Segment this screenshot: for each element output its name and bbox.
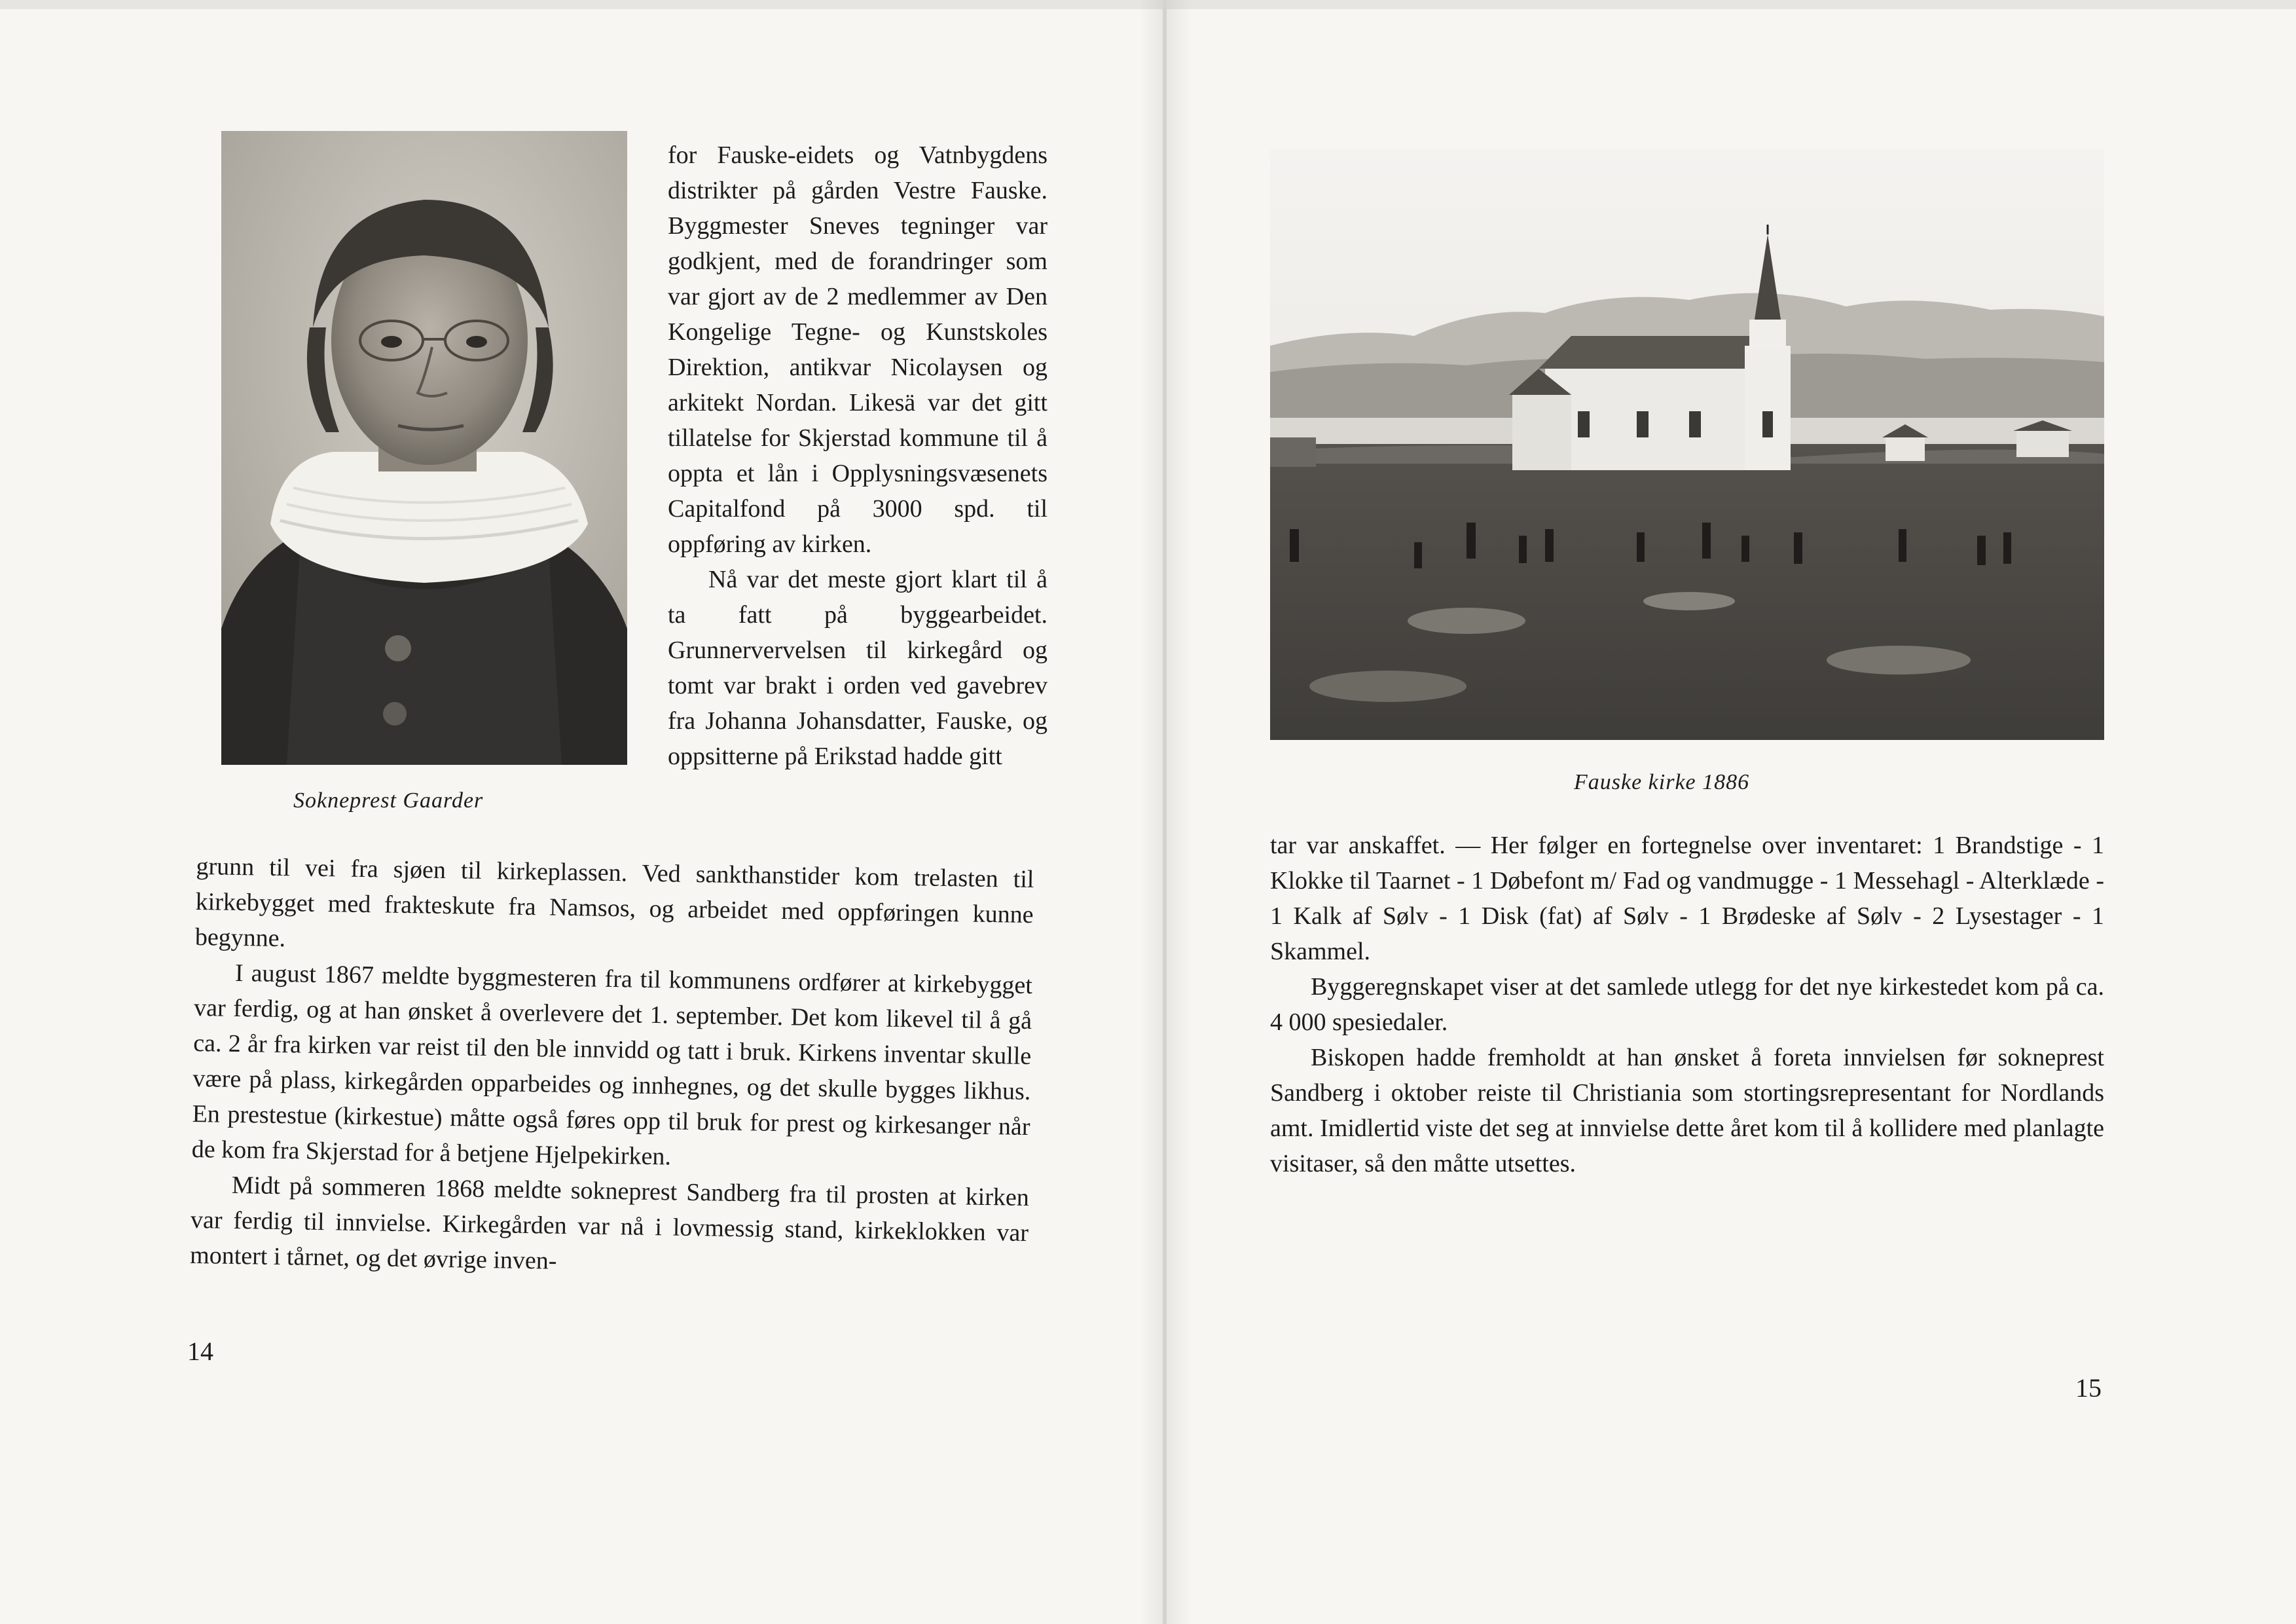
- paragraph: Byggeregnskapet viser at det samlede utlegg for det nye kirkestedet kom på ca. 4 000 spesiedaler.: [1270, 973, 2104, 1036]
- book-gutter: [1163, 0, 1167, 1624]
- paragraph: tar var anskaffet. — Her følger en fortegnelse over inventaret: 1 Brandstige - 1 Klokke til Taarnet - 1 Døbefont m/ Fad og vandmugge - 1 Messehagl - Alterklæde - 1 Kalk af Sølv - 1 Disk (fat) af Sølv - 1 Brødeske af Sølv - 2 Lysestager - 1 Skammel.: [1270, 832, 2104, 965]
- portrait-photo: [221, 131, 627, 765]
- right-page-column: [1270, 828, 2104, 1181]
- portrait-caption: Sokneprest Gaarder: [293, 788, 484, 813]
- paragraph: Midt på sommeren 1868 meldte sokneprest Sandberg fra til prosten at kirken var ferdig til innvielse. Kirkegården var nå i lovmessig stand, kirkeklokken var montert i tårnet, og det øvrige inven-: [189, 1171, 1030, 1275]
- church-photo: [1270, 149, 2104, 740]
- paragraph: Nå var det meste gjort klart til å ta fatt på byggearbeidet. Grunnervervelsen til kirkegård og tomt var brakt i orden ved gavebrev fra Johanna Johansdatter, Fauske, og oppsitterne på Erikstad hadde gitt: [668, 566, 1048, 770]
- paragraph: for Fauske-eidets og Vatnbygdens distrikter på gården Vestre Fauske. Byggmester Sneves tegninger var godkjent, med de forandringer som var gjort av de 2 medlemmer av Den Kongelige Tegne- og Kunstskoles Direktion, antikvar Nicolaysen og arkitekt Nordan. Likesä var det gitt tillatelse for Skjerstad kommune til å oppta et lån i Opplysningsvæsenets Capitalfond på 3000 spd. til oppføring av kirken.: [668, 141, 1048, 558]
- page-number-right: 15: [2075, 1373, 2102, 1403]
- paragraph: grunn til vei fra sjøen til kirkeplassen. Ved sankthanstider kom trelasten til kirkebygget med frakteskute fra Namsos, og arbeidet med oppføringen kunne begynne.: [194, 852, 1034, 953]
- paragraph: I august 1867 meldte byggmesteren fra til kommunens ordfører at kirkebygget var ferdig, og at han ønsket å overlevere det 1. september. Det kom likevel til å gå ca. 2 år fra kirken var reist til den ble innvidd og tatt i bruk. Kirkens inventar skulle være på plass, kirkegården opparbeides og innhegnes, og det skulle bygges likhus. En prestestue (kirkestue) måtte også føres opp til bruk for prest og kirkesanger når de kom fra Skjerstad for å betjene Hjelpekirken.: [191, 959, 1033, 1171]
- left-narrow-column: [668, 138, 1048, 774]
- church-photo-caption: Fauske kirke 1886: [1574, 770, 1750, 794]
- paragraph: Biskopen hadde fremholdt at han ønsket å foreta innvielsen før sokneprest Sandberg i oktober reiste til Christiania som stortingsrepresentant for Nordlands amt. Imidlertid viste det seg at innvielse dette året kom til å kollidere med planlagte visitaser, så den måtte utsettes.: [1270, 1044, 2104, 1177]
- page-number-left: 14: [187, 1337, 213, 1366]
- left-full-column: [190, 849, 1034, 1286]
